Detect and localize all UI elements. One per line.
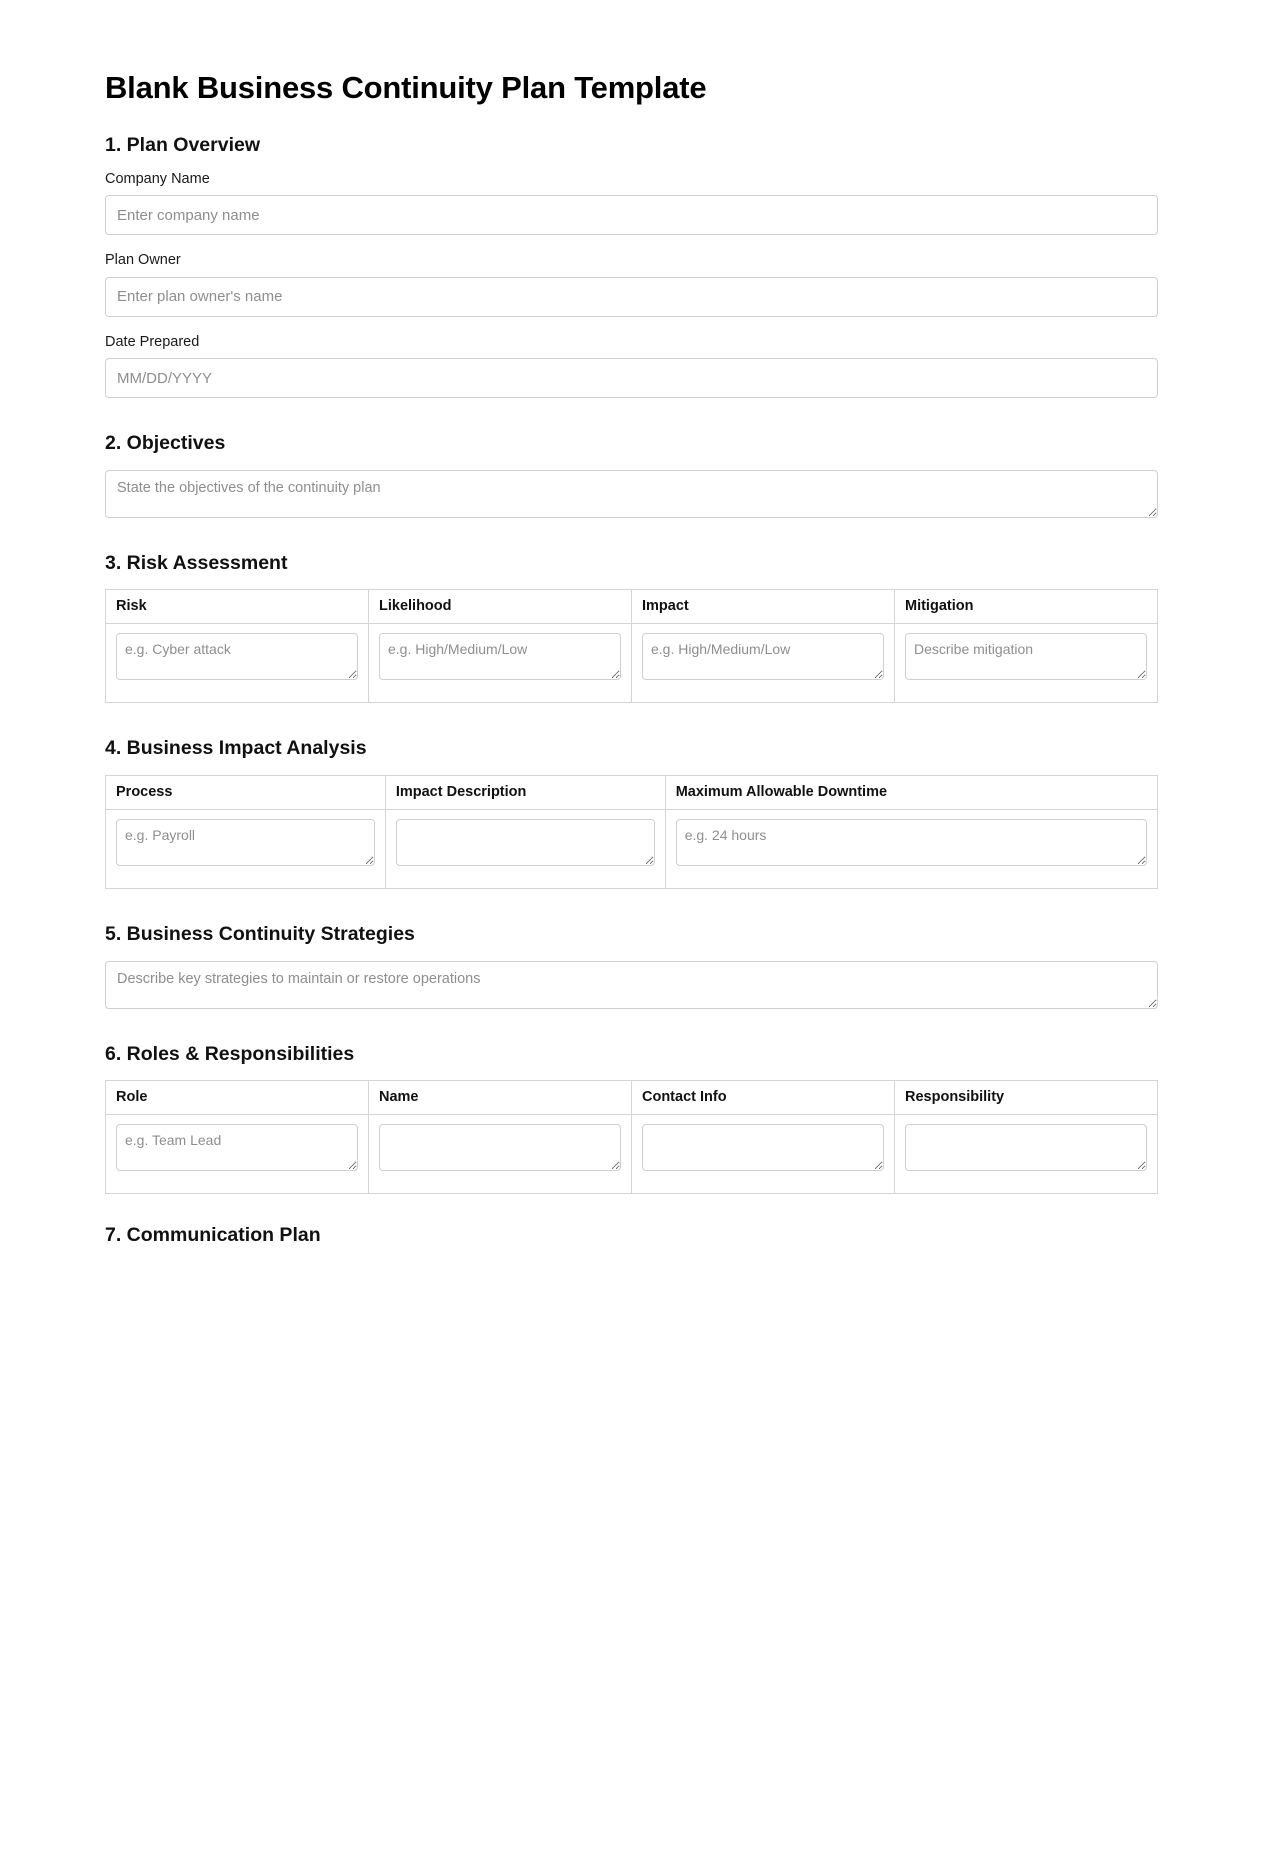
name-input[interactable]	[379, 1124, 621, 1171]
cell-name	[369, 1115, 632, 1194]
column-header-impact-description: Impact Description	[385, 775, 665, 809]
label-company-name: Company Name	[105, 171, 210, 188]
process-input[interactable]	[116, 819, 375, 866]
continuity-strategies-textarea[interactable]	[105, 961, 1158, 1009]
column-header-role: Role	[106, 1080, 369, 1114]
column-header-responsibility: Responsibility	[895, 1080, 1158, 1114]
section-heading-business-impact-analysis: 4. Business Impact Analysis	[105, 737, 367, 760]
column-header-risk: Risk	[106, 589, 369, 623]
cell-process	[106, 810, 386, 889]
objectives-textarea[interactable]	[105, 470, 1158, 518]
label-plan-owner: Plan Owner	[105, 252, 181, 269]
impact-input[interactable]	[642, 633, 884, 680]
company-name-input[interactable]	[105, 195, 1158, 235]
section-risk-assessment	[105, 552, 1158, 704]
cell-likelihood	[369, 624, 632, 703]
mitigation-input[interactable]	[905, 633, 1147, 680]
field-plan-owner	[105, 252, 1158, 316]
cell-mitigation	[895, 624, 1158, 703]
section-heading-objectives: 2. Objectives	[105, 432, 226, 455]
likelihood-input[interactable]	[379, 633, 621, 680]
section-continuity-strategies	[105, 923, 1158, 1008]
responsibility-input[interactable]	[905, 1124, 1147, 1171]
cell-responsibility	[895, 1115, 1158, 1194]
column-header-likelihood: Likelihood	[369, 589, 632, 623]
roles-responsibilities-table	[105, 1080, 1158, 1194]
cell-impact	[632, 624, 895, 703]
section-roles-responsibilities	[105, 1043, 1158, 1195]
column-header-process: Process	[106, 775, 386, 809]
section-objectives	[105, 432, 1158, 517]
column-header-maximum-allowable-downtime: Maximum Allowable Downtime	[665, 775, 1157, 809]
section-heading-continuity-strategies: 5. Business Continuity Strategies	[105, 923, 415, 946]
field-company-name	[105, 171, 1158, 235]
table-row	[106, 624, 1158, 703]
section-heading-roles-responsibilities: 6. Roles & Responsibilities	[105, 1042, 355, 1065]
label-date-prepared: Date Prepared	[105, 333, 200, 350]
cell-risk	[106, 624, 369, 703]
page-blank-area	[105, 1278, 1158, 1708]
risk-assessment-table	[105, 589, 1158, 703]
section-communication-plan	[105, 1224, 1158, 1247]
field-date-prepared	[105, 334, 1158, 398]
column-header-impact: Impact	[632, 589, 895, 623]
page-title: Blank Business Continuity Plan Template	[105, 70, 707, 105]
table-row	[106, 810, 1158, 889]
risk-input[interactable]	[116, 633, 358, 680]
section-heading-communication-plan: 7. Communication Plan	[105, 1224, 321, 1247]
column-header-mitigation: Mitigation	[895, 589, 1158, 623]
business-impact-analysis-table	[105, 775, 1158, 889]
table-row	[106, 1115, 1158, 1194]
table-header-row	[106, 589, 1158, 623]
section-heading-plan-overview: 1. Plan Overview	[105, 133, 261, 156]
plan-owner-input[interactable]	[105, 277, 1158, 317]
maximum-allowable-downtime-input[interactable]	[676, 819, 1147, 866]
column-header-contact-info: Contact Info	[632, 1080, 895, 1114]
cell-contact-info	[632, 1115, 895, 1194]
section-plan-overview	[105, 134, 1158, 399]
table-header-row	[106, 1080, 1158, 1114]
role-input[interactable]	[116, 1124, 358, 1171]
table-header-row	[106, 775, 1158, 809]
section-business-impact-analysis	[105, 737, 1158, 889]
contact-info-input[interactable]	[642, 1124, 884, 1171]
impact-description-input[interactable]	[396, 819, 655, 866]
column-header-name: Name	[369, 1080, 632, 1114]
cell-maximum-allowable-downtime	[665, 810, 1157, 889]
section-heading-risk-assessment: 3. Risk Assessment	[105, 551, 288, 574]
cell-impact-description	[385, 810, 665, 889]
cell-role	[106, 1115, 369, 1194]
date-prepared-input[interactable]	[105, 358, 1158, 398]
